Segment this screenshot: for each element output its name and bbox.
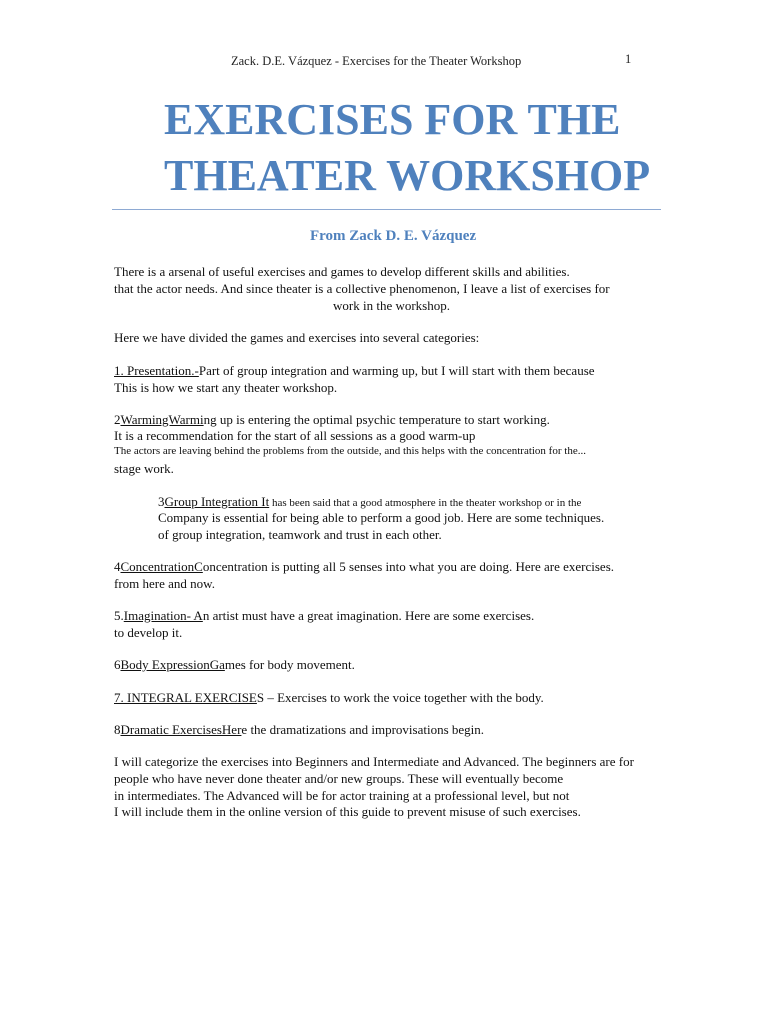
category-4-text: oncentration is putting all 5 senses into what you are doing. Here are exercises. xyxy=(202,559,615,574)
category-5-text: n artist must have a great imagination. Here are some exercises. xyxy=(202,608,535,623)
page-number: 1 xyxy=(625,52,632,66)
running-head: Zack. D.E. Vázquez - Exercises for the Theater Workshop xyxy=(231,54,522,68)
category-2 xyxy=(114,412,550,428)
category-6 xyxy=(114,657,355,673)
category-4-label: ConcentrationC xyxy=(120,559,203,574)
categories-intro: Here we have divided the games and exercises into several categories: xyxy=(114,330,480,345)
intro-line-1: There is a arsenal of useful exercises and games to develop different skills and abilities. xyxy=(114,264,570,279)
title-line-2: THEATER WORKSHOP xyxy=(164,151,651,200)
category-4-line-2: from here and now. xyxy=(114,576,215,591)
closing-line-4: I will include them in the online version of this guide to prevent misuse of such exercises. xyxy=(114,804,581,819)
closing-line-2: people who have never done theater and/or new groups. These will eventually become xyxy=(114,771,564,786)
category-2-text: ng up is entering the optimal psychic temperature to start working. xyxy=(203,412,550,427)
closing-line-3: in intermediates. The Advanced will be for actor training at a professional level, but not xyxy=(114,788,570,803)
intro-line-2: that the actor needs. And since theater is a collective phenomenon, I leave a list of exercises for xyxy=(114,281,610,296)
category-6-number: 6 xyxy=(114,657,121,672)
intro-line-3: work in the workshop. xyxy=(333,298,450,313)
category-7-label: 7. INTEGRAL EXERCISE xyxy=(114,690,257,705)
category-2-number: 2 xyxy=(114,412,121,427)
category-5-label: Imagination- A xyxy=(123,608,203,623)
category-4 xyxy=(114,559,614,575)
category-3-line-3: of group integration, teamwork and trust in each other. xyxy=(158,527,442,542)
author-line: From Zack D. E. Vázquez xyxy=(310,228,477,244)
category-2-line-3: The actors are leaving behind the problems from the outside, and this helps with the concentration for the... xyxy=(114,445,586,457)
category-2-line-2: It is a recommendation for the start of all sessions as a good warm-up xyxy=(114,428,476,443)
category-4-number: 4 xyxy=(114,559,121,574)
category-8-label: Dramatic ExercisesHer xyxy=(120,722,242,737)
category-5 xyxy=(114,608,534,624)
category-7-text: S – Exercises to work the voice together with the body. xyxy=(256,690,544,705)
title-line-1: EXERCISES FOR THE xyxy=(164,95,621,144)
category-8-text: e the dramatizations and improvisations begin. xyxy=(241,722,485,737)
category-5-line-2: to develop it. xyxy=(114,625,183,640)
closing-line-1: I will categorize the exercises into Beginners and Intermediate and Advanced. The beginners are for xyxy=(114,754,634,769)
category-1-label: 1. Presentation.- xyxy=(114,363,199,378)
category-1 xyxy=(114,363,595,379)
category-2-label: WarmingWarmi xyxy=(120,412,204,427)
category-2-line-4: stage work. xyxy=(114,461,174,476)
category-7 xyxy=(114,690,544,706)
category-3-number: 3 xyxy=(158,494,165,509)
category-3 xyxy=(158,494,581,511)
category-6-text: mes for body movement. xyxy=(224,657,355,672)
category-8 xyxy=(114,722,484,738)
category-8-number: 8 xyxy=(114,722,121,737)
category-3-line-2: Company is essential for being able to perform a good job. Here are some techniques. xyxy=(158,510,605,525)
category-1-line-2: This is how we start any theater workshop. xyxy=(114,380,338,395)
title-divider xyxy=(112,209,661,210)
category-6-label: Body ExpressionGa xyxy=(120,657,225,672)
category-5-number: 5. xyxy=(114,608,124,623)
category-1-text: Part of group integration and warming up, but I will start with them because xyxy=(198,363,595,378)
category-3-label: Group Integration It xyxy=(164,494,270,509)
category-3-text: has been said that a good atmosphere in the theater workshop or in the xyxy=(269,497,582,509)
